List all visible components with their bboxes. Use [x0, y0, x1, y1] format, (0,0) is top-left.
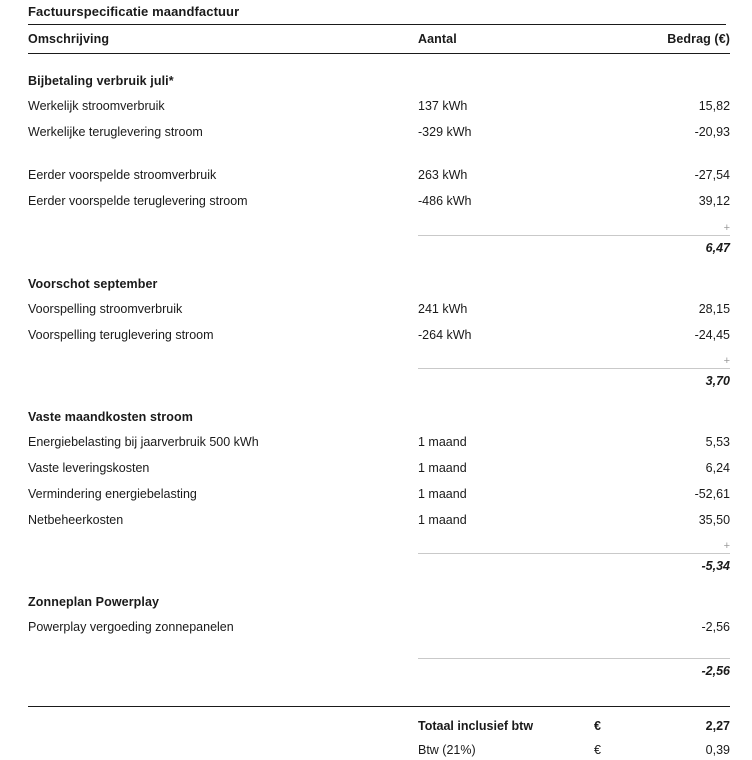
row-quantity: 1 maand — [418, 429, 563, 455]
table-row — [28, 507, 730, 533]
row-description: Vermindering energiebelasting — [28, 481, 418, 507]
row-description: Netbeheerkosten — [28, 507, 418, 533]
row-amount: 39,12 — [601, 188, 730, 214]
row-currency — [563, 322, 601, 348]
row-currency — [563, 481, 601, 507]
section-heading: Vaste maandkosten stroom — [28, 390, 730, 429]
row-amount: -24,45 — [601, 322, 730, 348]
row-description: Eerder voorspelde stroomverbruik — [28, 162, 418, 188]
row-currency — [563, 93, 601, 119]
row-currency — [563, 119, 601, 145]
subtotal-amount: 6,47 — [28, 236, 730, 257]
row-description: Werkelijk stroomverbruik — [28, 93, 418, 119]
row-quantity: 1 maand — [418, 507, 563, 533]
page-title: Factuurspecificatie maandfactuur — [2, 0, 750, 24]
table-row — [28, 481, 730, 507]
plus-icon: + — [28, 215, 730, 235]
table-body — [28, 54, 730, 760]
table-row — [28, 429, 730, 455]
total-label: Totaal inclusief btw — [418, 707, 563, 737]
row-currency — [563, 162, 601, 188]
row-amount: 28,15 — [601, 296, 730, 322]
section-heading: Voorschot september — [28, 257, 730, 296]
row-amount: 5,53 — [601, 429, 730, 455]
vat-amount: 0,39 — [601, 737, 730, 760]
vat-spacer — [28, 737, 418, 760]
row-description: Voorspelling stroomverbruik — [28, 296, 418, 322]
subtotal-amount: 3,70 — [28, 369, 730, 390]
row-quantity: 1 maand — [418, 455, 563, 481]
row-amount: -20,93 — [601, 119, 730, 145]
table-row — [28, 93, 730, 119]
table-row — [28, 162, 730, 188]
subtotal-row — [28, 369, 730, 390]
vat-currency: € — [563, 737, 601, 760]
subtotal-row — [28, 554, 730, 575]
row-description: Werkelijke teruglevering stroom — [28, 119, 418, 145]
row-description: Powerplay vergoeding zonnepanelen — [28, 614, 418, 640]
totals-divider-row — [28, 680, 730, 707]
plus-sign-row — [28, 348, 730, 368]
table-row — [28, 188, 730, 214]
total-currency: € — [563, 707, 601, 737]
row-currency — [563, 455, 601, 481]
spacer-row — [28, 145, 730, 162]
vat-label: Btw (21%) — [418, 737, 563, 760]
row-amount: 15,82 — [601, 93, 730, 119]
total-amount: 2,27 — [601, 707, 730, 737]
table-row — [28, 119, 730, 145]
column-header-amount: Bedrag (€) — [563, 25, 730, 54]
table-row — [28, 455, 730, 481]
subtotal-row — [28, 236, 730, 257]
row-amount: 35,50 — [601, 507, 730, 533]
invoice-specification-table — [28, 25, 730, 760]
row-quantity: 241 kWh — [418, 296, 563, 322]
total-row — [28, 707, 730, 737]
row-currency — [563, 429, 601, 455]
row-quantity: 1 maand — [418, 481, 563, 507]
plus-icon: + — [28, 533, 730, 553]
plus-icon: + — [28, 348, 730, 368]
row-currency — [563, 188, 601, 214]
row-quantity: -264 kWh — [418, 322, 563, 348]
plus-sign-row — [28, 215, 730, 235]
subtotal-amount: -2,56 — [28, 659, 730, 680]
row-description: Vaste leveringskosten — [28, 455, 418, 481]
table-header — [28, 25, 730, 54]
row-quantity: -486 kWh — [418, 188, 563, 214]
table-row — [28, 614, 730, 640]
row-quantity: -329 kWh — [418, 119, 563, 145]
section-heading: Zonneplan Powerplay — [28, 575, 730, 614]
row-quantity: 137 kWh — [418, 93, 563, 119]
row-description: Voorspelling teruglevering stroom — [28, 322, 418, 348]
section-heading-row — [28, 390, 730, 429]
row-amount: -52,61 — [601, 481, 730, 507]
subtotal-amount: -5,34 — [28, 554, 730, 575]
subtotal-divider-row — [28, 640, 730, 659]
vat-row — [28, 737, 730, 760]
table-row — [28, 296, 730, 322]
total-spacer — [28, 707, 418, 737]
section-heading: Bijbetaling verbruik juli* — [28, 54, 730, 94]
table-header-row — [28, 25, 730, 54]
subtotal-row — [28, 659, 730, 680]
row-currency — [563, 507, 601, 533]
column-header-description: Omschrijving — [28, 25, 418, 54]
section-heading-row — [28, 257, 730, 296]
row-amount: -27,54 — [601, 162, 730, 188]
row-amount: -2,56 — [601, 614, 730, 640]
plus-sign-row — [28, 533, 730, 553]
section-heading-row — [28, 54, 730, 94]
section-heading-row — [28, 575, 730, 614]
row-description: Energiebelasting bij jaarverbruik 500 kWh — [28, 429, 418, 455]
row-quantity: 263 kWh — [418, 162, 563, 188]
table-row — [28, 322, 730, 348]
column-header-quantity: Aantal — [418, 25, 563, 54]
row-currency — [563, 296, 601, 322]
row-amount: 6,24 — [601, 455, 730, 481]
row-description: Eerder voorspelde teruglevering stroom — [28, 188, 418, 214]
row-quantity — [418, 614, 563, 640]
row-currency — [563, 614, 601, 640]
